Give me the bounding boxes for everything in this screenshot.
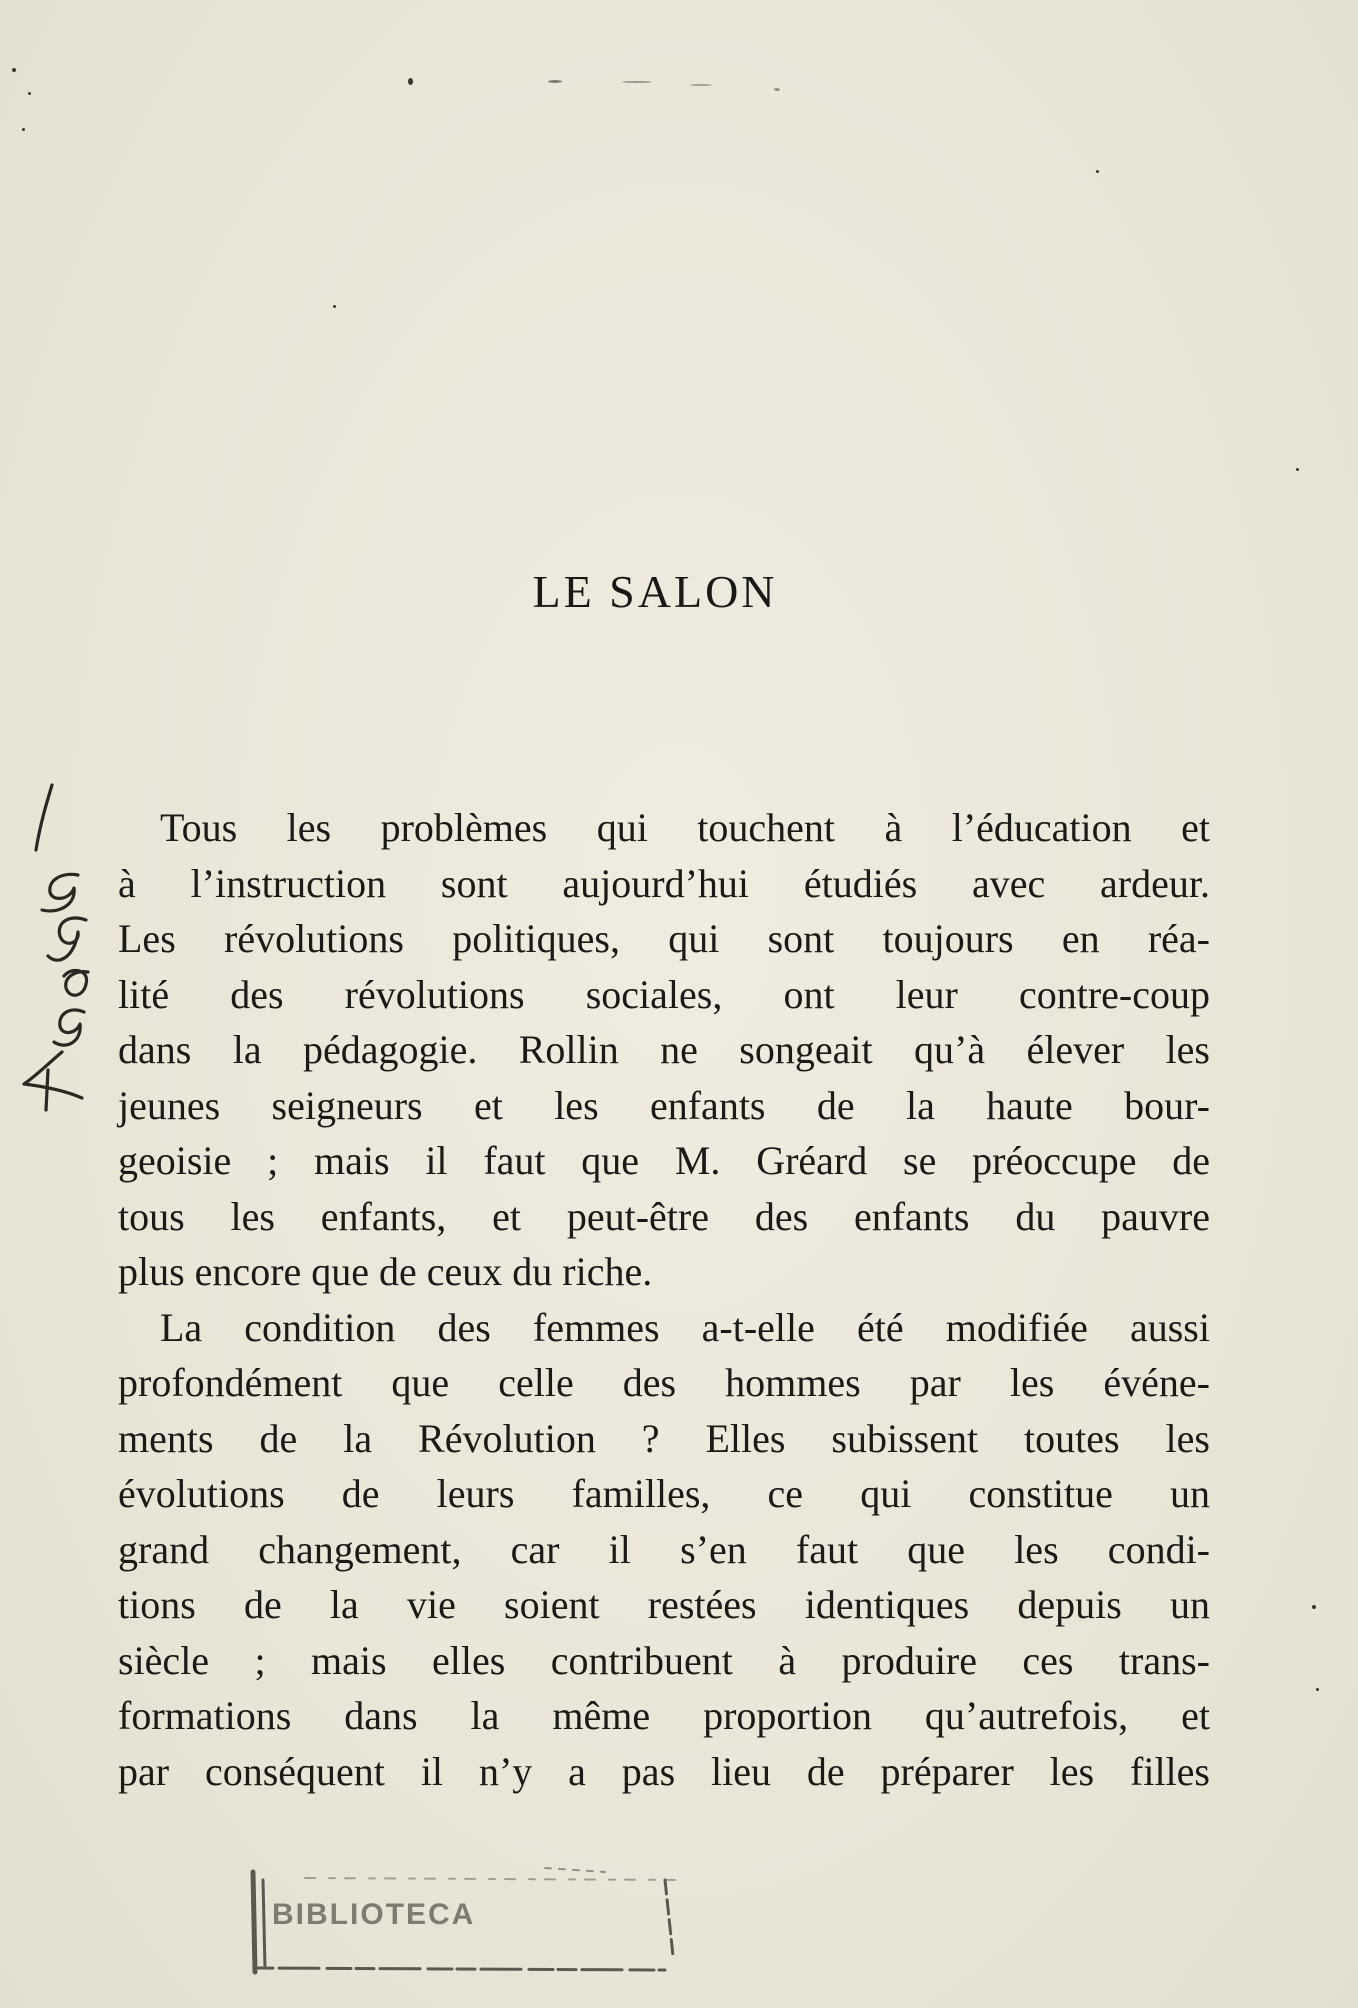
- body-text: [118, 800, 1210, 1799]
- scan-speck: [622, 81, 652, 83]
- scan-speck: [1096, 170, 1099, 173]
- scan-speck: [774, 88, 780, 91]
- text-line: formations dans la même proportion qu’autrefois, et: [118, 1693, 1210, 1738]
- text-line: tous les enfants, et peut-être des enfants du pauvre: [118, 1193, 1210, 1239]
- scan-speck: [28, 92, 31, 95]
- text-line: évolutions de leurs familles, ce qui constitue un: [118, 1471, 1210, 1516]
- paragraph: [118, 1300, 1210, 1800]
- scan-speck: [1312, 1605, 1316, 1609]
- text-line: La condition des femmes a-t-elle été modifiée aussi: [160, 1304, 1210, 1350]
- scan-speck: [548, 80, 562, 83]
- text-line: lité des révolutions sociales, ont leur contre-coup: [118, 971, 1210, 1017]
- text-line: siècle ; mais elles contribuent à produire ces trans-: [118, 1637, 1210, 1683]
- text-line: jeunes seigneurs et les enfants de la haute bour-: [118, 1082, 1210, 1128]
- text-line: plus encore que de ceux du riche.: [118, 1249, 653, 1294]
- handwritten-shelf-mark: [0, 780, 110, 1120]
- text-line: à l’instruction sont aujourd’hui étudiés avec ardeur.: [118, 860, 1210, 906]
- scan-speck: [1316, 1688, 1319, 1691]
- scan-speck: [333, 305, 336, 308]
- scan-speck: [12, 68, 16, 72]
- text-line: tions de la vie soient restées identiques depuis un: [118, 1582, 1210, 1627]
- scan-speck: [22, 128, 25, 131]
- text-line: par conséquent il n’y a pas lieu de préparer les filles: [118, 1748, 1210, 1794]
- paragraph: [118, 800, 1210, 1300]
- scan-speck: [690, 84, 712, 86]
- text-line: ments de la Révolution ? Elles subissent toutes les: [118, 1415, 1210, 1461]
- text-line: geoisie ; mais il faut que M. Gréard se préoccupe de: [118, 1138, 1210, 1183]
- text-line: profondément que celle des hommes par les événe-: [118, 1360, 1210, 1405]
- stamp-text: BIBLIOTECA: [272, 1898, 476, 1931]
- text-line: Les révolutions politiques, qui sont toujours en réa-: [118, 916, 1210, 961]
- text-line: dans la pédagogie. Rollin ne songeait qu’à élever les: [118, 1027, 1210, 1072]
- scan-speck: [408, 78, 413, 85]
- text-line: Tous les problèmes qui touchent à l’éducation et: [160, 805, 1210, 850]
- scan-speck: [1296, 468, 1299, 471]
- text-line: grand changement, car il s’en faut que les condi-: [118, 1526, 1210, 1572]
- chapter-title: LE SALON: [532, 566, 778, 617]
